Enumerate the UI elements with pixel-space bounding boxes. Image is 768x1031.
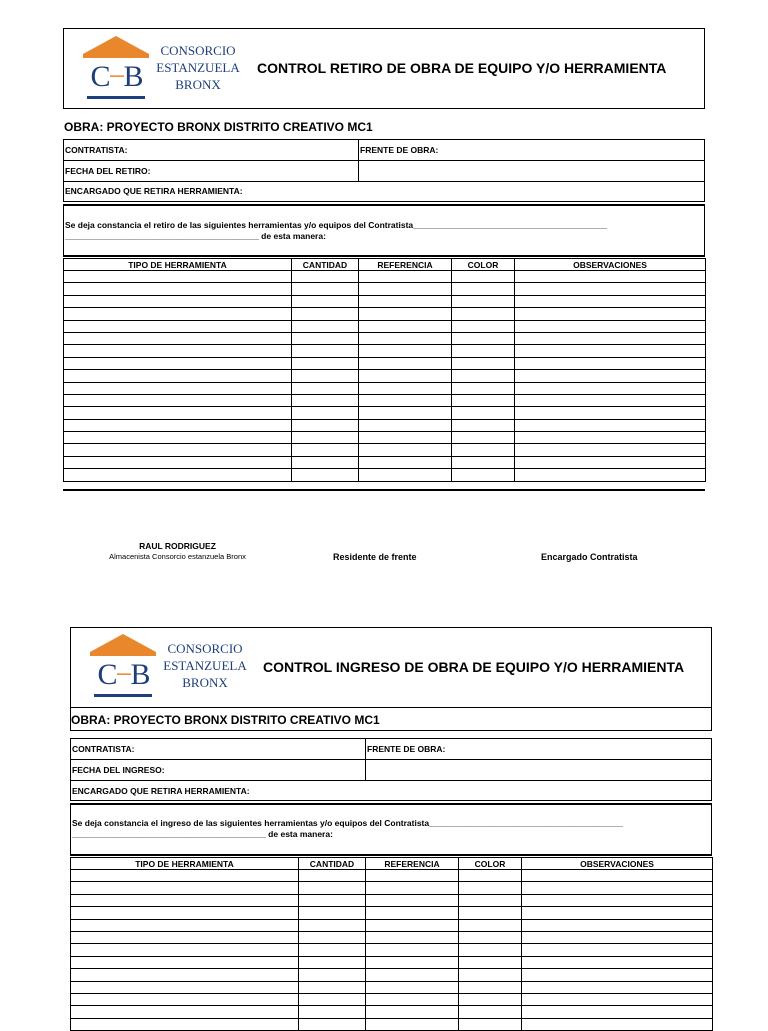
table-cell[interactable] [64, 394, 292, 406]
table-cell[interactable] [292, 271, 359, 283]
table-row [71, 907, 713, 919]
table-cell[interactable] [522, 969, 713, 981]
table-cell[interactable] [64, 345, 292, 357]
table-cell[interactable] [292, 283, 359, 295]
table-row [71, 894, 713, 906]
table-cell[interactable] [359, 283, 452, 295]
table-cell[interactable] [292, 456, 359, 468]
logo-roof-icon [83, 36, 149, 54]
col-color: COLOR [459, 858, 522, 870]
table-cell[interactable] [452, 407, 515, 419]
signature-encargado: Encargado Contratista [541, 552, 638, 562]
table-cell[interactable] [452, 432, 515, 444]
table-cell[interactable] [452, 456, 515, 468]
table-cell[interactable] [459, 931, 522, 943]
ingreso-obra-label: OBRA: PROYECTO BRONX DISTRITO CREATIVO MC1 [71, 713, 380, 727]
table-cell[interactable] [359, 469, 452, 481]
table-cell[interactable] [522, 1006, 713, 1018]
table-cell[interactable] [292, 394, 359, 406]
table-cell[interactable] [292, 332, 359, 344]
table-row [64, 283, 706, 295]
table-cell[interactable] [452, 419, 515, 431]
table-cell[interactable] [359, 357, 452, 369]
signature-almacenista [90, 541, 265, 562]
table-cell[interactable] [366, 993, 459, 1005]
table-cell[interactable] [292, 308, 359, 320]
table-cell[interactable] [366, 969, 459, 981]
table-cell[interactable] [515, 370, 706, 382]
table-cell[interactable] [515, 357, 706, 369]
table-cell[interactable] [459, 956, 522, 968]
table-cell[interactable] [515, 419, 706, 431]
table-cell[interactable] [459, 1006, 522, 1018]
table-cell[interactable] [522, 931, 713, 943]
table-cell[interactable] [515, 320, 706, 332]
table-cell[interactable] [522, 956, 713, 968]
table-row [64, 456, 706, 468]
table-cell[interactable] [452, 308, 515, 320]
table-cell[interactable] [459, 981, 522, 993]
table-cell[interactable] [452, 320, 515, 332]
table-cell[interactable] [71, 931, 299, 943]
table-cell[interactable] [71, 907, 299, 919]
table-cell[interactable] [452, 345, 515, 357]
table-cell[interactable] [366, 907, 459, 919]
table-cell[interactable] [359, 394, 452, 406]
table-cell[interactable] [64, 469, 292, 481]
logo-brand-text: CONSORCIO ESTANZUELA BRONX [163, 641, 247, 690]
table-cell[interactable] [64, 407, 292, 419]
table-row [71, 931, 713, 943]
table-cell[interactable] [366, 1018, 459, 1030]
table-cell[interactable] [515, 283, 706, 295]
table-row [64, 308, 706, 320]
logo-letters: C−B [97, 658, 149, 691]
table-cell[interactable] [366, 944, 459, 956]
table-row [64, 469, 706, 481]
retiro-fecha-label: FECHA DEL RETIRO: [65, 166, 151, 176]
table-row [64, 345, 706, 357]
table-row [64, 394, 706, 406]
logo-base [94, 694, 152, 697]
ingreso-constancia-text: Se deja constancia el ingreso de las siguientes herramientas y/o equipos del Contratista_________________________________________ _________________________________________ de esta manera: [72, 818, 623, 839]
table-cell[interactable] [292, 357, 359, 369]
table-cell[interactable] [64, 432, 292, 444]
table-cell[interactable] [522, 907, 713, 919]
table-row [71, 993, 713, 1005]
table-row [64, 332, 706, 344]
table-cell[interactable] [292, 370, 359, 382]
table-cell[interactable] [71, 993, 299, 1005]
table-cell[interactable] [299, 907, 366, 919]
logo-letters: C−B [90, 60, 142, 93]
table-cell[interactable] [366, 931, 459, 943]
table-cell[interactable] [366, 1006, 459, 1018]
table-cell[interactable] [299, 981, 366, 993]
table-cell[interactable] [515, 444, 706, 456]
table-cell[interactable] [515, 271, 706, 283]
table-cell[interactable] [292, 320, 359, 332]
table-cell[interactable] [522, 870, 713, 882]
table-cell[interactable] [515, 332, 706, 344]
retiro-contratista-label: CONTRATISTA: [65, 145, 128, 155]
ingreso-title: CONTROL INGRESO DE OBRA DE EQUIPO Y/O HERRAMIENTA [263, 659, 685, 675]
table-cell[interactable] [292, 295, 359, 307]
retiro-encargado-label: ENCARGADO QUE RETIRA HERRAMIENTA: [65, 186, 243, 196]
table-cell[interactable] [64, 419, 292, 431]
retiro-frente-label: FRENTE DE OBRA: [360, 145, 439, 155]
table-cell[interactable] [292, 407, 359, 419]
table-row [64, 271, 706, 283]
table-row [71, 1006, 713, 1018]
table-cell[interactable] [292, 432, 359, 444]
table-cell[interactable] [64, 382, 292, 394]
table-cell[interactable] [299, 969, 366, 981]
table-row [64, 382, 706, 394]
table-cell[interactable] [359, 456, 452, 468]
table-cell[interactable] [515, 432, 706, 444]
table-cell[interactable] [71, 919, 299, 931]
table-cell[interactable] [71, 870, 299, 882]
table-cell[interactable] [359, 444, 452, 456]
table-cell[interactable] [515, 345, 706, 357]
table-cell[interactable] [459, 919, 522, 931]
table-cell[interactable] [299, 919, 366, 931]
table-cell[interactable] [452, 394, 515, 406]
table-row [71, 981, 713, 993]
logo-base [87, 96, 145, 99]
retiro-title: CONTROL RETIRO DE OBRA DE EQUIPO Y/O HERRAMIENTA [257, 60, 667, 76]
table-cell[interactable] [292, 382, 359, 394]
table-cell[interactable] [64, 332, 292, 344]
table-cell[interactable] [299, 894, 366, 906]
table-row [71, 919, 713, 931]
table-row [64, 407, 706, 419]
table-header-row [64, 259, 706, 271]
table-cell[interactable] [299, 1006, 366, 1018]
table-cell[interactable] [359, 370, 452, 382]
table-cell[interactable] [515, 407, 706, 419]
table-cell[interactable] [452, 332, 515, 344]
table-row [71, 956, 713, 968]
col-cantidad: CANTIDAD [292, 259, 359, 271]
table-row [71, 870, 713, 882]
table-cell[interactable] [366, 956, 459, 968]
table-cell[interactable] [292, 469, 359, 481]
table-cell[interactable] [459, 894, 522, 906]
table-cell[interactable] [71, 969, 299, 981]
table-cell[interactable] [459, 969, 522, 981]
table-cell[interactable] [452, 370, 515, 382]
col-observaciones: OBSERVACIONES [515, 259, 706, 271]
table-row [64, 432, 706, 444]
retiro-tools-table [63, 258, 706, 482]
table-row [71, 969, 713, 981]
table-cell[interactable] [459, 993, 522, 1005]
table-cell[interactable] [64, 308, 292, 320]
table-cell[interactable] [459, 882, 522, 894]
table-cell[interactable] [359, 271, 452, 283]
table-cell[interactable] [366, 894, 459, 906]
table-cell[interactable] [71, 882, 299, 894]
table-cell[interactable] [292, 419, 359, 431]
table-cell[interactable] [64, 370, 292, 382]
table-row [64, 370, 706, 382]
table-cell[interactable] [64, 444, 292, 456]
table-cell[interactable] [64, 357, 292, 369]
logo-eave [90, 652, 156, 656]
table-cell[interactable] [71, 981, 299, 993]
table-cell[interactable] [522, 919, 713, 931]
table-cell[interactable] [71, 894, 299, 906]
table-cell[interactable] [515, 308, 706, 320]
table-row [71, 1018, 713, 1030]
table-cell[interactable] [359, 419, 452, 431]
table-cell[interactable] [71, 1018, 299, 1030]
table-cell[interactable] [71, 956, 299, 968]
table-cell[interactable] [522, 944, 713, 956]
ingreso-frente-label: FRENTE DE OBRA: [367, 744, 446, 754]
table-cell[interactable] [359, 432, 452, 444]
table-cell[interactable] [71, 944, 299, 956]
table-cell[interactable] [515, 382, 706, 394]
signature-residente: Residente de frente [333, 552, 417, 562]
table-cell[interactable] [452, 271, 515, 283]
retiro-constancia-text: Se deja constancia el retiro de las siguientes herramientas y/o equipos del Contratista_________________________________________ _________________________________________ de esta manera: [65, 220, 607, 241]
ingreso-tools-table [70, 857, 713, 1031]
table-cell[interactable] [292, 345, 359, 357]
table-cell[interactable] [515, 469, 706, 481]
table-cell[interactable] [515, 295, 706, 307]
table-row [71, 944, 713, 956]
table-cell[interactable] [359, 295, 452, 307]
table-cell[interactable] [452, 469, 515, 481]
table-cell[interactable] [64, 271, 292, 283]
table-cell[interactable] [515, 394, 706, 406]
table-cell[interactable] [366, 870, 459, 882]
almacenista-role: Almacenista Consorcio estanzuela Bronx [109, 552, 246, 561]
ingreso-encargado-label: ENCARGADO QUE RETIRA HERRAMIENTA: [72, 786, 250, 796]
table-cell[interactable] [522, 993, 713, 1005]
table-cell[interactable] [299, 993, 366, 1005]
logo-eave [83, 54, 149, 58]
table-cell[interactable] [522, 894, 713, 906]
logo-brand-text: CONSORCIO ESTANZUELA BRONX [156, 43, 240, 92]
table-cell[interactable] [299, 882, 366, 894]
table-row [64, 419, 706, 431]
table-row [64, 320, 706, 332]
table-cell[interactable] [366, 981, 459, 993]
table-cell[interactable] [452, 444, 515, 456]
table-cell[interactable] [459, 1018, 522, 1030]
table-cell[interactable] [64, 320, 292, 332]
table-cell[interactable] [359, 332, 452, 344]
almacenista-name: RAUL RODRIGUEZ [139, 541, 216, 551]
table-row [64, 444, 706, 456]
table-cell[interactable] [359, 382, 452, 394]
table-cell[interactable] [459, 870, 522, 882]
table-cell[interactable] [366, 882, 459, 894]
col-tipo-herramienta: TIPO DE HERRAMIENTA [64, 259, 292, 271]
table-cell[interactable] [71, 1006, 299, 1018]
table-cell[interactable] [459, 944, 522, 956]
table-cell[interactable] [64, 456, 292, 468]
col-color: COLOR [452, 259, 515, 271]
company-logo-2 [86, 630, 249, 702]
table-cell[interactable] [452, 283, 515, 295]
table-cell[interactable] [359, 320, 452, 332]
table-cell[interactable] [452, 295, 515, 307]
table-cell[interactable] [64, 283, 292, 295]
col-tipo-herramienta: TIPO DE HERRAMIENTA [71, 858, 299, 870]
ingreso-fecha-label: FECHA DEL INGRESO: [72, 765, 165, 775]
table-row [64, 357, 706, 369]
table-cell[interactable] [359, 407, 452, 419]
table-cell[interactable] [359, 345, 452, 357]
table-cell[interactable] [459, 907, 522, 919]
table-cell[interactable] [522, 981, 713, 993]
table-cell[interactable] [452, 357, 515, 369]
logo-roof-icon [90, 634, 156, 652]
table-cell[interactable] [299, 1018, 366, 1030]
table-cell[interactable] [522, 1018, 713, 1030]
table-cell[interactable] [522, 882, 713, 894]
table-cell[interactable] [452, 382, 515, 394]
table-cell[interactable] [299, 931, 366, 943]
col-referencia: REFERENCIA [366, 858, 459, 870]
table-cell[interactable] [299, 944, 366, 956]
col-observaciones: OBSERVACIONES [522, 858, 713, 870]
company-logo [79, 32, 242, 104]
ingreso-contratista-label: CONTRATISTA: [72, 744, 135, 754]
col-cantidad: CANTIDAD [299, 858, 366, 870]
retiro-obra-label: OBRA: PROYECTO BRONX DISTRITO CREATIVO MC1 [64, 120, 373, 134]
col-referencia: REFERENCIA [359, 259, 452, 271]
table-header-row [71, 858, 713, 870]
table-cell[interactable] [366, 919, 459, 931]
table-cell[interactable] [64, 295, 292, 307]
table-row [71, 882, 713, 894]
table-cell[interactable] [299, 870, 366, 882]
table-cell[interactable] [299, 956, 366, 968]
table-cell[interactable] [515, 456, 706, 468]
table-cell[interactable] [292, 444, 359, 456]
table-row [64, 295, 706, 307]
table-cell[interactable] [359, 308, 452, 320]
